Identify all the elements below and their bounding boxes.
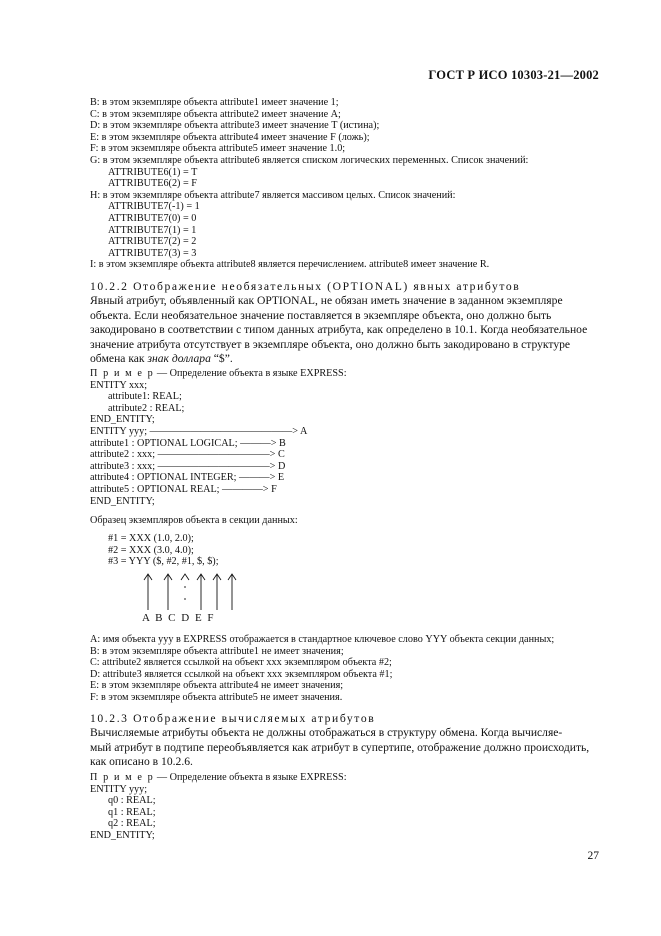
- section-10-2-2: [90, 280, 600, 366]
- list-item: G: в этом экземпляре объекта attribute6 является списком логических переменных. Список значений:: [90, 154, 529, 166]
- example-express-yyy: [90, 772, 347, 842]
- example-intro-text: — Определение объекта в языке EXPRESS:: [154, 368, 347, 379]
- code-line: #2 = XXX (3.0, 4.0);: [108, 544, 194, 556]
- list-item: ATTRIBUTE7(-1) = 1: [108, 201, 200, 213]
- list-item: B: в этом экземпляре объекта attribute1 не имеет значения;: [90, 645, 344, 657]
- code-line: #3 = YYY ($, #2, #1, $, $);: [108, 556, 219, 568]
- list-item: D: в этом экземпляре объекта attribute3 имеет значение T (истина);: [90, 120, 380, 132]
- code-line: q2 : REAL;: [108, 818, 156, 830]
- example-intro-text: — Определение объекта в языке EXPRESS:: [154, 772, 347, 783]
- list-item: E: в этом экземпляре объекта attribute4 не имеет значения;: [90, 680, 344, 692]
- paragraph-line: Вычисляемые атрибуты объекта не должны отображаться в структуру обмена. Когда вычисляе-: [90, 726, 563, 740]
- code-line: q0 : REAL;: [108, 795, 156, 807]
- page-number: 27: [587, 850, 599, 862]
- pointer-letters: A B C D E F: [142, 612, 214, 624]
- list-item: ATTRIBUTE6(2) = F: [108, 178, 197, 190]
- code-line: ENTITY yyy; ——————————————> A: [90, 425, 308, 437]
- example-label: П р и м е р: [90, 772, 155, 783]
- paragraph-line: значение атрибута отсутствует в экземпляре объекта, оно должно быть закодировано в структуре: [90, 337, 571, 351]
- code-line: attribute1: REAL;: [108, 391, 182, 403]
- code-line: attribute2 : xxx; ———————————> C: [90, 449, 285, 461]
- list-item: ATTRIBUTE7(2) = 2: [108, 236, 197, 248]
- code-line: attribute4 : OPTIONAL INTEGER; ———> E: [90, 472, 285, 484]
- section-heading: 10.2.2 Отображение необязательных (OPTIONAL) явных атрибутов: [90, 280, 521, 293]
- paragraph-line: Явный атрибут, объявленный как OPTIONAL, не обязан иметь значение в заданном экземпляре: [90, 294, 563, 308]
- list-item: ATTRIBUTE7(1) = 1: [108, 224, 197, 236]
- attribute-value-list: [90, 97, 600, 271]
- paragraph-line: [90, 352, 600, 366]
- code-line: END_ENTITY;: [90, 414, 155, 426]
- example-express-definition: [90, 368, 347, 507]
- code-line: END_ENTITY;: [90, 495, 155, 507]
- list-item: C: attribute2 является ссылкой на объект xxx экземпляром объекта #2;: [90, 657, 392, 669]
- code-line: END_ENTITY;: [90, 829, 155, 841]
- text-span: обмена как: [90, 352, 148, 366]
- standard-header: ГОСТ Р ИСО 10303-21—2002: [428, 68, 599, 82]
- paragraph-line: закодировано в соответствии с типом данных атрибута, как определено в 10.1. Когда необязательное: [90, 323, 588, 337]
- list-item: F: в этом экземпляре объекта attribute5 имеет значение 1.0;: [90, 143, 346, 155]
- code-line: #1 = XXX (1.0, 2.0);: [108, 533, 194, 544]
- code-line: attribute2 : REAL;: [108, 402, 185, 414]
- list-item: B: в этом экземпляре объекта attribute1 имеет значение 1;: [90, 97, 339, 108]
- list-item: ATTRIBUTE6(1) = T: [108, 166, 198, 178]
- list-item: I: в этом экземпляре объекта attribute8 является перечислением. attribute8 имеет значение R.: [90, 259, 490, 271]
- paragraph-line: мый атрибут в подтипе переобъявляется как атрибут в супертипе, отображение должно происходить,: [90, 740, 590, 754]
- paragraph-line: как описано в 10.2.6.: [90, 755, 193, 769]
- list-item: A: имя объекта yyy в EXPRESS отображается в стандартное ключевое слово YYY объекта секции данных;: [90, 634, 555, 645]
- list-item: E: в этом экземпляре объекта attribute4 имеет значение F (ложь);: [90, 131, 370, 143]
- example-intro: [90, 772, 347, 784]
- pointer-arrows-icon: [142, 572, 252, 614]
- emphasis: знак доллара: [147, 352, 211, 366]
- code-line: q1 : REAL;: [108, 806, 156, 818]
- code-line: attribute5 : OPTIONAL REAL; ————> F: [90, 483, 277, 495]
- section-heading: 10.2.3 Отображение вычисляемых атрибутов: [90, 712, 376, 725]
- mapping-explanation-list: [90, 634, 600, 704]
- list-item: H: в этом экземпляре объекта attribute7 является массивом целых. Список значений:: [90, 189, 456, 201]
- example-label: П р и м е р: [90, 368, 155, 379]
- list-item: ATTRIBUTE7(3) = 3: [108, 247, 197, 259]
- list-item: C: в этом экземпляре объекта attribute2 имеет значение A;: [90, 108, 341, 120]
- example-intro: [90, 368, 347, 380]
- section-10-2-3: [90, 712, 600, 770]
- list-item: F: в этом экземпляре объекта attribute5 не имеет значения.: [90, 691, 343, 703]
- code-line: attribute3 : xxx; ———————————> D: [90, 460, 286, 472]
- code-line: ENTITY yyy;: [90, 783, 148, 795]
- instance-lines: [108, 533, 219, 568]
- list-item: ATTRIBUTE7(0) = 0: [108, 212, 197, 224]
- paragraph-line: объекта. Если необязательное значение поставляется в экземпляре объекта, оно должно быть: [90, 308, 552, 322]
- sample-title: Образец экземпляров объекта в секции данных:: [90, 515, 298, 526]
- code-line: attribute1 : OPTIONAL LOGICAL; ———> B: [90, 437, 286, 449]
- code-line: ENTITY xxx;: [90, 379, 148, 391]
- list-item: D: attribute3 является ссылкой на объект xxx экземпляром объекта #1;: [90, 668, 393, 680]
- text-span: “$”.: [210, 352, 233, 366]
